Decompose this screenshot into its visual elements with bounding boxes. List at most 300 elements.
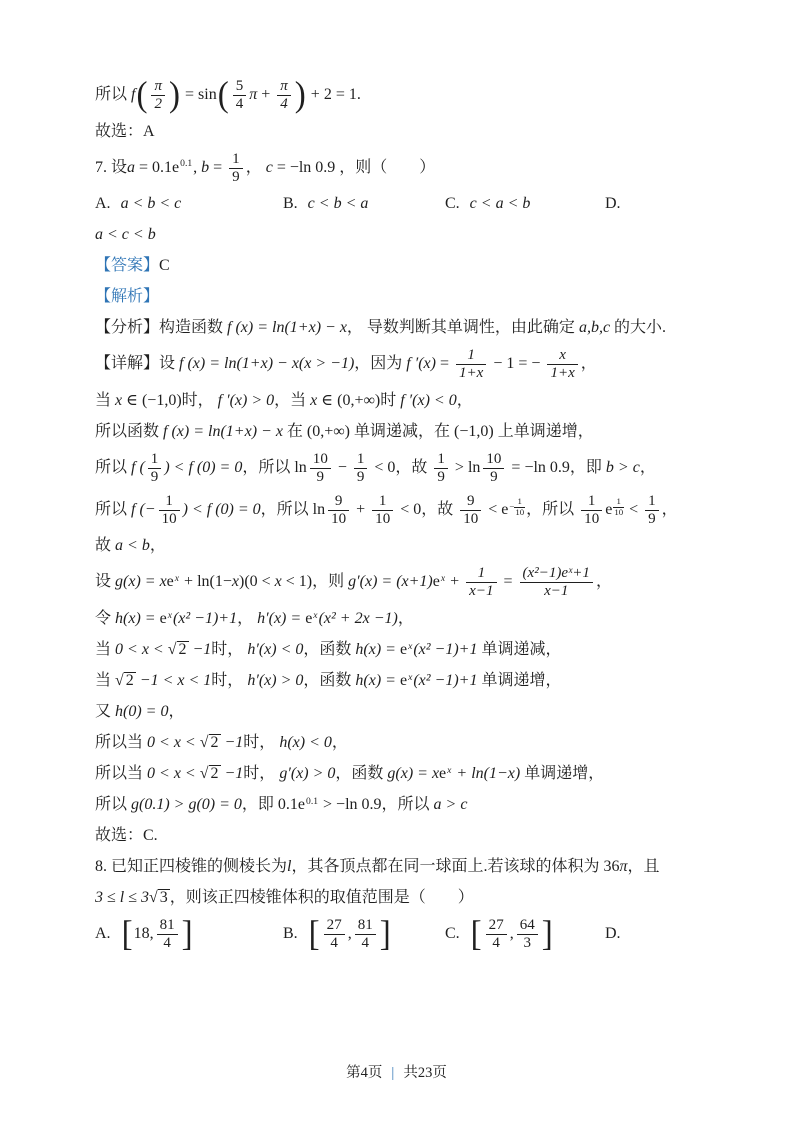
text-run: e: [159, 610, 167, 628]
text-run: e: [305, 610, 313, 628]
math-run: f (x) = ln(1+x) − x: [227, 319, 347, 337]
big-delimiter: (: [217, 74, 229, 115]
fraction-denominator: x−1: [544, 583, 569, 600]
text-run: 18,: [133, 925, 154, 943]
text-run: ，: [331, 734, 348, 752]
fraction-denominator: 9: [150, 468, 159, 485]
text-run: ，因为: [354, 355, 407, 373]
math-run: h(x) =: [355, 672, 400, 690]
math-run: −1 < x < 1: [135, 672, 212, 690]
superscript-fraction: [509, 497, 525, 518]
text-run: 时，: [211, 641, 248, 659]
option-label: A.: [95, 195, 111, 213]
square-root: [168, 641, 189, 658]
fraction-denominator: 9: [356, 468, 365, 485]
text-run: e: [166, 573, 174, 591]
fraction-denominator: x−1: [469, 583, 494, 600]
math-run: a > c: [433, 796, 468, 814]
fraction-numerator: 1: [581, 493, 602, 511]
text-run: 8. 已知正四棱锥的侧棱长为: [95, 858, 288, 876]
text-run: −: [333, 459, 351, 477]
fraction-denominator: 4: [163, 934, 171, 951]
option-b: [283, 914, 445, 954]
math-run: f ′(x) > 0: [217, 392, 275, 410]
text-run: ，所以 ln: [242, 459, 307, 477]
line-choice-q6: [95, 120, 720, 144]
text-run: 时，: [211, 672, 248, 690]
text-run: ，函数: [303, 641, 356, 659]
fraction: [517, 917, 538, 952]
fraction-numerator: 9: [328, 493, 349, 511]
fraction-denominator: 10: [584, 510, 600, 527]
text-run: ,: [347, 925, 352, 943]
fraction-denominator: 4: [330, 934, 338, 951]
text-run: 7. 设: [95, 158, 128, 176]
square-root: [115, 672, 136, 689]
text-run: 【分析】构造函数: [95, 319, 228, 337]
square-root: [149, 889, 170, 906]
fraction-denominator: 10: [331, 510, 347, 527]
text-run: = 0.1e: [135, 158, 180, 176]
option-label: A.: [95, 925, 111, 943]
math-run: h′(x) < 0: [247, 641, 304, 659]
math-run: π: [619, 858, 628, 876]
text-run: 所以当: [95, 765, 148, 783]
option-content: [121, 914, 194, 954]
fraction-denominator: 9: [232, 168, 240, 185]
text-run: =: [435, 355, 454, 373]
fraction-numerator: 1: [514, 497, 525, 508]
text-run: 令: [95, 610, 116, 628]
option-d: [605, 192, 720, 216]
fraction-numerator: 1: [613, 497, 624, 508]
text-run: +: [257, 86, 275, 104]
text-run: < 0，故: [370, 459, 432, 477]
option-content: [470, 192, 531, 216]
math-run: 3 ≤ l ≤ 3: [95, 889, 150, 907]
big-delimiter: [: [470, 914, 482, 954]
square-root: [200, 734, 221, 751]
text-run: 所以函数: [95, 423, 164, 441]
option-label: D.: [605, 195, 621, 213]
fraction: [324, 917, 345, 952]
math-run: x: [274, 573, 282, 591]
math-run: h′(x) > 0: [247, 672, 304, 690]
math-run: ) < f (0) = 0: [182, 500, 261, 518]
big-delimiter: [: [121, 914, 133, 954]
radical-sign: √: [167, 641, 177, 659]
fraction-numerator: 81: [355, 917, 376, 935]
option-content: [121, 192, 182, 216]
line-q7-detail-10: 当 √ 2 −1 < x < 1时， h′(x) > 0，函数 h(x) = ex(x² −1)+1 单调递增，: [95, 669, 720, 693]
fraction: [151, 78, 165, 113]
fraction-numerator: 81: [157, 917, 178, 935]
fraction-numerator: 27: [486, 917, 507, 935]
text-run: > ln: [450, 459, 481, 477]
option-a: [95, 914, 283, 954]
line-conclusion-q6: [95, 74, 720, 115]
math-run: h(x) =: [355, 641, 400, 659]
line-q7-detail-13: 所以当 0 < x < √ 2 −1时， g′(x) > 0，函数 g(x) = xex + ln(1−x) 单调递增，: [95, 762, 720, 786]
text-run: ，函数: [303, 672, 356, 690]
text-run: +: [352, 500, 370, 518]
radical-sign: √: [199, 765, 209, 783]
fraction: [372, 493, 393, 528]
fraction-denominator: 4: [492, 934, 500, 951]
fraction-denominator: 10: [161, 510, 177, 527]
option-label: D.: [605, 925, 621, 943]
radicand: 2: [125, 672, 134, 690]
fraction-numerator: 5: [233, 78, 247, 96]
math-run: 0 < x <: [147, 734, 200, 752]
radicand: 2: [210, 734, 219, 752]
text-run: e: [439, 765, 447, 783]
text-run: = sin: [181, 86, 217, 104]
fraction-numerator: (x²−1)eˣ+1: [520, 565, 593, 583]
line-q7-detail-9: 当 0 < x < √ 2 −1时， h′(x) < 0，函数 h(x) = ex(x² −1)+1 单调递减，: [95, 638, 720, 662]
fraction-numerator: π: [277, 78, 291, 96]
fraction-numerator: 1: [354, 451, 368, 469]
big-delimiter: ]: [379, 914, 391, 954]
fraction: [645, 493, 659, 528]
fraction-numerator: x: [547, 347, 577, 365]
text-run: e: [399, 672, 408, 690]
big-delimiter: ): [169, 74, 180, 115]
text-run: ，即 0.1e: [241, 796, 306, 814]
text-run: ∈ (0,+∞)时: [317, 392, 401, 410]
math-run: a < b: [115, 537, 150, 555]
math-run: g′(x) = (x+1): [348, 573, 433, 591]
text-run: 单调递增，: [520, 765, 605, 783]
fraction-denominator: 10: [614, 507, 624, 518]
big-delimiter: [: [308, 914, 320, 954]
math-run: g(x) = x: [387, 765, 440, 783]
text-run: )(0 <: [238, 573, 275, 591]
option-b: [283, 192, 445, 216]
text-run: 当: [95, 672, 116, 690]
line-q7-detail-1: [95, 347, 720, 382]
fraction: [466, 565, 496, 600]
text-run: ，: [149, 537, 166, 555]
text-run: ，: [580, 355, 597, 373]
math-run: f (: [131, 459, 145, 477]
text-run: 所以: [95, 86, 132, 104]
math-run: h(x) =: [115, 610, 160, 628]
line-q8-stem-2: [95, 886, 720, 910]
big-delimiter: ): [294, 74, 306, 115]
sign: −: [509, 501, 515, 512]
option-label: C.: [445, 925, 460, 943]
fraction: [229, 151, 243, 186]
line-q8-stem-1: [95, 855, 720, 879]
math-run: (x² −1)+1: [172, 610, 238, 628]
text-run: 又: [95, 703, 116, 721]
big-delimiter: (: [136, 74, 148, 115]
fraction-denominator: 10: [515, 507, 525, 518]
text-run: ，所以 ln: [260, 500, 326, 518]
fraction: [148, 451, 162, 486]
line-q7-answer: [95, 254, 720, 278]
math-run: f (x) = ln(1+x) − x: [163, 423, 283, 441]
fraction-denominator: 4: [361, 934, 369, 951]
line-q7-detail-12: [95, 731, 720, 755]
text-run: ，当: [274, 392, 311, 410]
q8-options: [95, 914, 720, 954]
fraction-denominator: 3: [523, 934, 531, 951]
document-content: [95, 74, 720, 959]
math-run: x: [310, 392, 318, 410]
option-content: [308, 914, 392, 954]
math-run: (x² −1)+1: [413, 641, 478, 659]
fraction: [355, 917, 376, 952]
text-run: ，: [595, 573, 612, 591]
text-run: 故: [95, 537, 116, 555]
option-label: B.: [283, 195, 298, 213]
fraction-denominator: 1+x: [459, 365, 484, 382]
text-run: ∈ (−1,0)时，: [122, 392, 218, 410]
option-label: C.: [445, 195, 460, 213]
radical-sign: √: [199, 734, 209, 752]
option-label: B.: [283, 925, 298, 943]
text-run: 所以: [95, 500, 132, 518]
fraction: [514, 497, 525, 518]
fraction-numerator: 1: [456, 347, 486, 365]
fraction: [547, 347, 577, 382]
line-q7-detail-6: [95, 534, 720, 558]
text-run: 故选：C.: [95, 827, 158, 845]
fraction-numerator: 27: [324, 917, 345, 935]
math-run: 0 < x <: [115, 641, 168, 659]
text-run: ，: [639, 459, 656, 477]
fraction: [456, 347, 486, 382]
text-run: ，: [168, 703, 185, 721]
q7-options: [95, 192, 720, 216]
math-run: c: [265, 158, 273, 176]
text-run: 设: [95, 573, 116, 591]
line-choice-q7: [95, 824, 720, 848]
option-c: [445, 192, 605, 216]
math-run: ) < f (0) = 0: [164, 459, 243, 477]
text-run: =: [209, 158, 227, 176]
text-run: > −ln 0.9，所以: [319, 796, 434, 814]
math-run: f (x) = ln(1+x) − x(x > −1): [179, 355, 355, 373]
fraction: [310, 451, 331, 486]
math-run: g(x) = x: [115, 573, 167, 591]
math-run: π: [249, 86, 258, 104]
fraction: [483, 451, 504, 486]
math-run: f ′(x): [406, 355, 436, 373]
superscript-fraction: [613, 497, 624, 518]
option-content: [308, 192, 369, 216]
text-run: 【详解】设: [95, 355, 180, 373]
text-run: =: [499, 573, 517, 591]
math-run: −1: [220, 734, 244, 752]
fraction-numerator: 1: [159, 493, 180, 511]
text-run: 当: [95, 392, 116, 410]
line-q7-detail-3: [95, 420, 720, 444]
line-q7-detail-5: [95, 493, 720, 528]
line-q7-analysis: [95, 316, 720, 340]
math-run: g′(x) > 0: [279, 765, 336, 783]
footer-separator: |: [391, 1065, 395, 1081]
math-run: c < a < b: [469, 195, 531, 213]
line-q7-detail-11: [95, 700, 720, 724]
text-run: = −ln 0.9，即: [507, 459, 606, 477]
fraction: [277, 78, 291, 113]
option-content: [470, 914, 554, 954]
fraction: [581, 493, 602, 528]
big-delimiter: ]: [181, 914, 193, 954]
line-q7-detail-14: 所以 g(0.1) > g(0) = 0，即 0.1e0.1 > −ln 0.9，所以 a > c: [95, 795, 468, 814]
math-run: a: [127, 158, 136, 176]
fraction-numerator: 10: [310, 451, 331, 469]
text-run: ，: [397, 610, 414, 628]
line-q7-detail-8: 令 h(x) = ex(x² −1)+1， h′(x) = ex(x² + 2x −1)，: [95, 609, 414, 628]
text-run: − 1 = −: [489, 355, 545, 373]
math-run: (x² −1)+1: [413, 672, 478, 690]
text-run: ，: [456, 392, 473, 410]
fraction: [520, 565, 593, 600]
math-run: a < c < b: [95, 226, 156, 244]
text-run: = −ln 0.9 ，则（ ）: [272, 158, 436, 176]
fraction-denominator: 1+x: [550, 365, 575, 382]
fraction: [460, 493, 481, 528]
line-q7-detail-2: [95, 389, 720, 413]
text-run: +: [446, 573, 464, 591]
fraction-denominator: 2: [154, 95, 162, 112]
math-run: f (−: [131, 500, 156, 518]
math-run: h′(x) =: [257, 610, 306, 628]
fraction-denominator: 9: [437, 468, 445, 485]
fraction: [486, 917, 507, 952]
text-run: ，则该正四棱锥体积的取值范围是（ ）: [169, 889, 474, 907]
fraction-denominator: 9: [648, 510, 656, 527]
radicand: 2: [210, 765, 219, 783]
math-run: −1: [188, 641, 212, 659]
fraction-numerator: 1: [466, 565, 496, 583]
math-run: l: [287, 858, 292, 876]
fraction: [328, 493, 349, 528]
text-run: 时，: [243, 734, 280, 752]
text-run: <: [625, 500, 643, 518]
fraction-denominator: 9: [490, 468, 498, 485]
fraction-numerator: 1: [148, 451, 162, 469]
text-run: 单调递增，: [477, 672, 562, 690]
math-run: a < b < c: [120, 195, 182, 213]
fraction-denominator: 10: [375, 510, 391, 527]
fraction: [157, 917, 178, 952]
math-run: −1: [220, 765, 244, 783]
square-root: [200, 765, 221, 782]
radicand: 2: [178, 641, 187, 659]
section-label: 【解析】: [95, 288, 160, 306]
math-run: g(0.1) > g(0) = 0: [131, 796, 242, 814]
fraction-numerator: 10: [483, 451, 504, 469]
text-run: ，: [661, 500, 678, 518]
text-run: C: [159, 257, 170, 275]
section-label: 【答案】: [95, 257, 160, 275]
math-run: h(0) = 0: [115, 703, 169, 721]
text-run: < 1)，则: [281, 573, 349, 591]
fraction-denominator: 4: [280, 95, 288, 112]
text-run: 当: [95, 641, 116, 659]
text-run: ,: [509, 925, 514, 943]
math-run: 0 < x <: [147, 765, 200, 783]
text-run: 单调递减，: [477, 641, 562, 659]
math-run: f ′(x) < 0: [400, 392, 457, 410]
text-run: ，所以: [526, 500, 579, 518]
line-q7-detail-4: [95, 451, 720, 486]
math-run: x: [231, 573, 239, 591]
math-run: h(x) < 0: [279, 734, 332, 752]
big-delimiter: ]: [541, 914, 553, 954]
math-run: a,b,c: [578, 319, 611, 337]
fraction-denominator: 9: [316, 468, 325, 485]
fraction-numerator: 1: [434, 451, 448, 469]
radical-sign: √: [115, 672, 124, 690]
footer-page-number: 第4页: [346, 1065, 383, 1081]
math-run: x: [115, 392, 123, 410]
page-footer: [0, 1061, 793, 1082]
fraction-numerator: 64: [517, 917, 538, 935]
math-run: f: [131, 86, 136, 104]
fraction: [434, 451, 448, 486]
text-run: 所以: [95, 796, 132, 814]
line-q7-stem: 7. 设a = 0.1e0.1, b = $\frac{1}{9}$ ， c = −ln 0.9 ，则（ ）: [95, 150, 436, 185]
text-run: ，函数: [335, 765, 388, 783]
line-q7-detail-7: 设 g(x) = xex + ln(1−x)(0 < x < 1)，则 g′(x) = (x+1)ex + $\frac{1}{x-1}$ = $\frac{\text{(x²−1)eˣ+1}}{x-1}$ ，: [95, 565, 612, 600]
line-q7-option-d-overflow: [95, 223, 720, 247]
line-q7-jiexi: [95, 285, 720, 309]
text-run: ，且: [627, 858, 660, 876]
math-run: b > c: [605, 459, 640, 477]
footer-page-total: 共23页: [403, 1065, 447, 1081]
math-run: + ln(1−x): [452, 765, 521, 783]
text-run: e: [399, 641, 408, 659]
text-run: ，: [237, 610, 258, 628]
radicand: 3: [159, 889, 168, 907]
text-run: 在 (0,+∞) 单调递减，在 (−1,0) 上单调递增，: [282, 423, 594, 441]
text-run: + 2 = 1.: [306, 86, 361, 104]
math-run: b: [201, 158, 210, 176]
text-run: < 0，故: [396, 500, 458, 518]
text-run: < e: [484, 500, 509, 518]
text-run: ,: [193, 158, 202, 176]
text-run: ，其各顶点都在同一球面上.若该球的体积为 36: [291, 858, 620, 876]
text-run: + ln(1−: [180, 573, 232, 591]
fraction-denominator: 4: [235, 95, 244, 112]
fraction-numerator: 9: [460, 493, 481, 511]
fraction-numerator: π: [151, 78, 165, 96]
fraction: [233, 78, 247, 113]
option-d: [605, 922, 720, 946]
math-run: c < b < a: [307, 195, 369, 213]
fraction-numerator: 1: [645, 493, 659, 511]
text-run: 所以当: [95, 734, 148, 752]
text-run: 时，: [243, 765, 280, 783]
fraction: [159, 493, 180, 528]
math-run: (x² + 2x −1): [318, 610, 398, 628]
fraction-numerator: 1: [229, 151, 243, 169]
text-run: e: [432, 573, 440, 591]
fraction: [613, 497, 624, 518]
text-run: ，: [245, 158, 266, 176]
text-run: 的大小.: [610, 319, 667, 337]
fraction: [354, 451, 368, 486]
text-run: ， 导数判断其单调性，由此确定: [346, 319, 579, 337]
text-run: 所以: [95, 459, 132, 477]
fraction-numerator: 1: [372, 493, 393, 511]
